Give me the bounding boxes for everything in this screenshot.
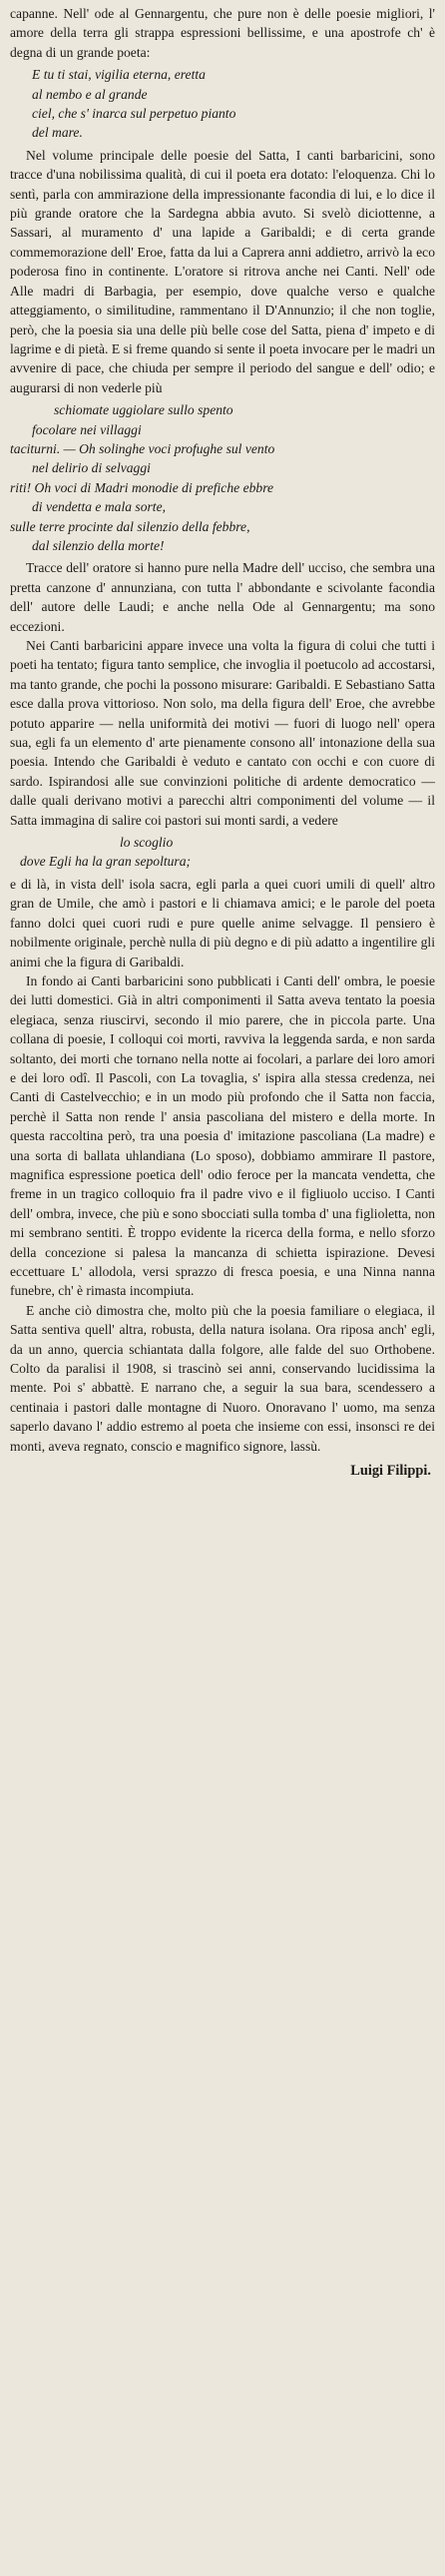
- paragraph: e di là, in vista dell' isola sacra, egli parla a quei cuori umili di quell' altro gran de Umile, che amò i pastori e li chiamava amici; e le parole del poeta fanno dolci quei cuori rudi e pure quelle anime selvagge. Il pensiero è nobilmente originale, perchè nulla di più degno e di più adatto a ingentilire gli animi che la figura di Garibaldi.: [10, 876, 435, 969]
- paragraph: In fondo ai Canti barbaricini sono pubblicati i Canti dell' ombra, le poesie dei lutti domestici. Già in altri componimenti il Satta aveva tentato la poesia elegiaca, senza riuscirvi, secondo il mio parere, che in piccola parte. Una collana di poesie, I colloqui coi morti, ravviva la leggenda sarda, e non sarda soltanto, dei morti che tornano nella notte ai focolari, a parlare dei loro amori e dei loro odî. Il Pascoli, con La tovaglia, s' ispira alla stessa credenza, nei Canti di Castelvecchio; e in un modo più profondo che il Satta non faccia, perchè il Satta non rende l' ansia pascoliana del mistero e della morte. In questa raccoltina però, tra una poesia d' imitazione pascoliana (La madre) e una sorta di ballata uhlandiana (Lo sposo), dobbiamo ammirare Il pastore, magnifica espressione poetica dell' odio feroce per la mancata vendetta, che freme in un tragico colloquio fra il padre vivo e il figliuolo ucciso. I Canti dell' ombra, invece, che più e sono sbocciati sulla tomba d' una figlioletta, non mi sembrano sentiti. È troppo evidente la ricerca della forma, e nello sforzo della concezione si palesa la mancanza di schietta ispirazione. Devesi eccettuare L' allodola, versi sprazzo di fresca poesia, e una Ninna nanna funebre, ch' è rimasta incompiuta.: [10, 972, 435, 1299]
- verse-line: focolare nei villaggi: [32, 421, 142, 437]
- verse-quote: [10, 400, 435, 555]
- article-body: [10, 4, 435, 1456]
- author-signature: Luigi Filippi.: [350, 1463, 431, 1480]
- verse-line: schiomate uggiolare sullo spento: [54, 402, 233, 418]
- verse-line: ciel, che s' inarca sul perpetuo pianto: [32, 106, 236, 122]
- paragraph: E anche ciò dimostra che, molto più che la poesia familiare o elegiaca, il Satta sentiva quell' altra, robusta, della natura isolana. Ora riposa anch' egli, da un anno, quercia schiantata dalla folgore, alle falde del suo Orthobene. Colto da paralisi il 1908, si trascinò sei anni, conservando lucidissima la mente. Poi s' abbattè. E narrano che, a seguir la sua bara, scendessero a centinaia i pastori dalle montagne di Nuoro. Onoravano l' uomo, ma senza saperlo davano l' addio estremo al poeta che insieme con essi, insonsci re dei monti, aveva regnato, conscio e magnifico signore, lassù.: [10, 1302, 435, 1454]
- paragraph: Tracce dell' oratore si hanno pure nella Madre dell' ucciso, che sembra una pretta canzone d' annunziana, con tutta l' abbondante e scivolante facondia dell' autore delle Laudi; e anche nella Ode al Gennargentu; ma sono eccezioni.: [10, 560, 435, 634]
- verse-line: E tu ti stai, vigilia eterna, eretta: [32, 67, 206, 83]
- paragraph: Nel volume principale delle poesie del Satta, I canti barbaricini, sono tracce d'una nobilissima qualità, di cui il poeta era dotato: l'eloquenza. Chi lo sentì, parla con ammirazione della impressionante facondia di lui, e lo dice il più grande oratore che la Sardegna abbia avuto. Si svelò diciottenne, a Sassari, al muramento d' una lapide a Garibaldi; e di certa grande commemorazione dell' Eroe, fatta da lui a Caprera anni addietro, arrivò la eco poderosa fino in continente. L'oratore si ritrova anche nei Canti. Nell' ode Alle madri di Barbagia, per esempio, dove qualche verso e qualche atteggiamento, o similitudine, rammentano il D'Annunzio; il che non toglie, però, che la poesia sia una delle più belle cose del Satta, piena d' impeto e di lagrime e di pietà. E si freme quando si sente il poeta invocare per le madri un avvenire di pace, che chiuda per sempre il periodo del sangue e dell' odio; e augurarsi di non vederle più: [10, 147, 435, 395]
- verse-line: al nembo e al grande: [32, 86, 148, 102]
- verse-line: di vendetta e mala sorte,: [32, 499, 167, 515]
- verse-line: del mare.: [32, 125, 83, 141]
- paragraph: capanne. Nell' ode al Gennargentu, che pure non è delle poesie migliori, l' amore della terra gli strappa espressioni bellissime, e una apostrofe ch' è degna di un grande poeta:: [10, 6, 435, 60]
- verse-line: riti! Oh voci di Madri monodie di prefiche ebbre: [10, 479, 274, 495]
- verse-line: dal silenzio della morte!: [32, 537, 165, 553]
- verse-quote: [10, 833, 435, 872]
- verse-line: dove Egli ha la gran sepoltura;: [20, 854, 192, 870]
- verse-line: taciturni. — Oh solinghe voci profughe sul vento: [10, 440, 275, 456]
- verse-line: nel delirio di selvaggi: [32, 460, 151, 476]
- paragraph: Nei Canti barbaricini appare invece una volta la figura di colui che tutti i poeti ha tentato; figura tanto semplice, che invoglia il poetucolo ad accostarsi, ma tanto grande, che pochi la possono misurare: Garibaldi. E Sebastiano Satta esce dalla prova vittorioso. Non solo, ma della figura dell' Eroe, che avrebbe potuto apparire — nella uniformità dei motivi — fuori di luogo nell' opera sua, egli fa un elemento d' arte pienamente consono all' intonazione della sua poesia. Intendo che Garibaldi è veduto e cantato con occhi e con cuore di sardo. Ispirandosi alle sue convinzioni politiche di ardente democratico — dalle quali derivano motivi a parecchi altri componimenti del volume — il Satta immagina di salire coi pastori sui monti sardi, a vedere: [10, 638, 435, 828]
- verse-quote: [10, 65, 435, 143]
- verse-line: lo scoglio: [120, 835, 174, 851]
- verse-line: sulle terre procinte dal silenzio della febbre,: [10, 518, 250, 534]
